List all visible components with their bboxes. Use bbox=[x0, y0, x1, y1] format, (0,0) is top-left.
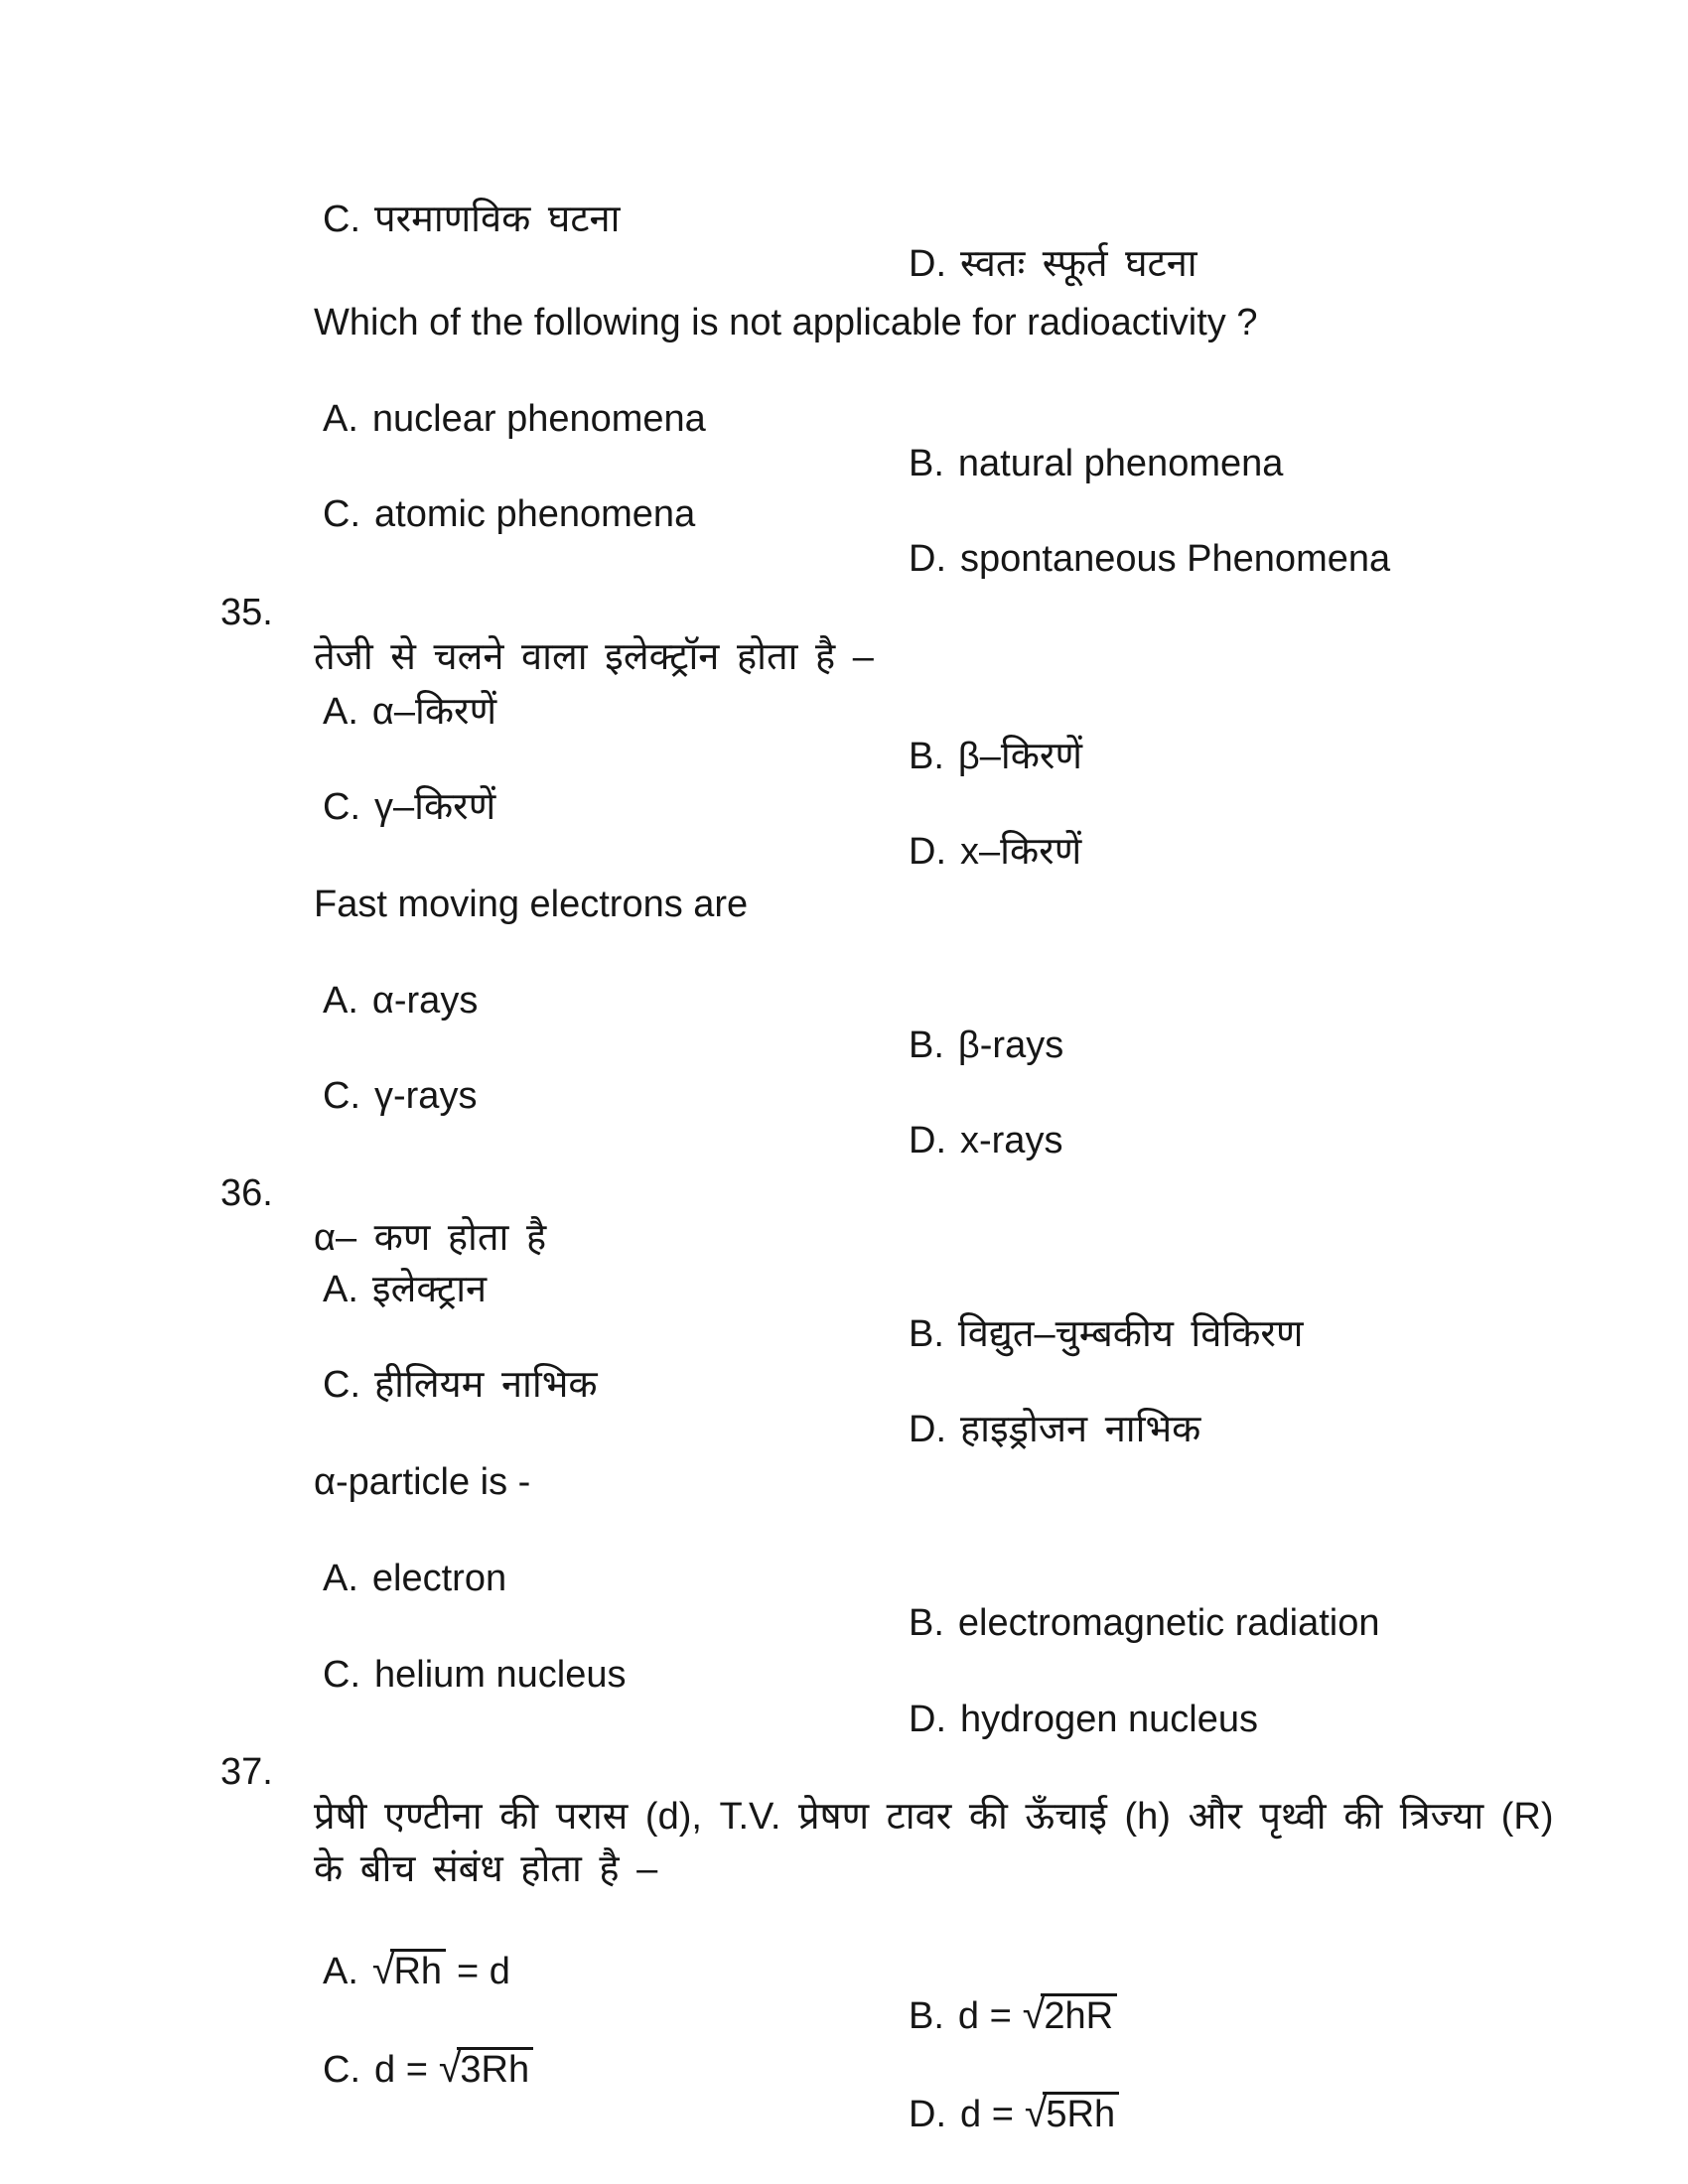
option-text: α–किरणें bbox=[371, 690, 497, 733]
question-36-english-options-row-1 bbox=[0, 1511, 1688, 1645]
option-c-english bbox=[323, 492, 695, 538]
question-37-hindi-stem-row-2 bbox=[0, 1802, 1688, 1890]
option-text: electromagnetic radiation bbox=[957, 1602, 1380, 1645]
option-label: D. bbox=[909, 243, 946, 286]
option-text: स्वतः स्फूर्त घटना bbox=[960, 243, 1197, 286]
option-label: C. bbox=[323, 198, 360, 240]
question-35-english-options-row-2 bbox=[0, 1028, 1688, 1162]
radical-sign-icon: √ bbox=[371, 1946, 395, 1992]
option-label: C. bbox=[323, 492, 360, 535]
formula-post: = d bbox=[457, 1950, 510, 1992]
option-label: A. bbox=[323, 690, 358, 733]
option-text: atomic phenomena bbox=[374, 492, 696, 535]
question-stem-english: α-particle is - bbox=[314, 1460, 531, 1503]
option-label: C. bbox=[323, 1074, 360, 1117]
square-root bbox=[438, 2044, 533, 2094]
option-text: hydrogen nucleus bbox=[960, 1699, 1258, 1741]
prev-question-english-options-row-2 bbox=[0, 447, 1688, 581]
option-label: B. bbox=[909, 1313, 944, 1356]
option-c-english bbox=[323, 1074, 477, 1120]
option-text: इलेक्ट्रान bbox=[371, 1268, 488, 1310]
radicand: 2hR bbox=[1041, 1993, 1117, 2037]
option-label: C. bbox=[323, 1363, 360, 1406]
formula-pre: d = bbox=[960, 2094, 1014, 2136]
option-text: x-rays bbox=[960, 1120, 1063, 1162]
option-label: C. bbox=[323, 1653, 360, 1696]
option-text: β–किरणें bbox=[957, 736, 1082, 778]
question-stem-hindi: तेजी से चलने वाला इलेक्ट्रॉन होता है – bbox=[314, 636, 874, 679]
radicand: 3Rh bbox=[457, 2047, 533, 2091]
option-c-formula bbox=[323, 2044, 533, 2094]
prev-question-english-stem-row bbox=[0, 255, 1688, 343]
radicand: 5Rh bbox=[1043, 2092, 1119, 2135]
option-text: हीलियम नाभिक bbox=[374, 1363, 598, 1406]
question-number: 37. bbox=[220, 1750, 273, 1793]
option-label: D. bbox=[909, 538, 946, 581]
option-label: B. bbox=[909, 736, 944, 778]
option-label: B. bbox=[909, 1024, 944, 1067]
option-a-english bbox=[323, 1557, 506, 1602]
question-36-english-options-row-2 bbox=[0, 1607, 1688, 1741]
prev-question-english-options-row-1 bbox=[0, 351, 1688, 485]
option-label: A. bbox=[323, 1557, 358, 1599]
option-text: α-rays bbox=[371, 979, 479, 1022]
option-d-formula bbox=[909, 2092, 1119, 2138]
radicand: Rh bbox=[390, 1949, 446, 1992]
option-label: D. bbox=[909, 2094, 946, 2136]
option-a-english bbox=[323, 979, 478, 1024]
question-36-hindi-options-row-1 bbox=[0, 1222, 1688, 1356]
question-35-english-options-row-1 bbox=[0, 933, 1688, 1067]
option-label: D. bbox=[909, 1409, 946, 1451]
question-36-hindi-options-row-2 bbox=[0, 1317, 1688, 1451]
question-37-hindi-stem-row-1 bbox=[0, 1705, 1688, 1839]
formula-pre: d = bbox=[957, 1995, 1012, 2038]
option-text: natural phenomena bbox=[957, 443, 1284, 485]
question-number: 36. bbox=[220, 1171, 273, 1214]
radical-sign-icon: √ bbox=[1022, 1991, 1046, 2038]
question-stem-hindi: α– कण होता है bbox=[314, 1217, 547, 1260]
option-text: विद्युत–चुम्बकीय विकिरण bbox=[957, 1313, 1304, 1356]
option-text: helium nucleus bbox=[374, 1653, 627, 1696]
option-text: electron bbox=[371, 1557, 507, 1599]
option-text: γ-rays bbox=[374, 1074, 478, 1117]
option-label: A. bbox=[323, 397, 358, 440]
question-37-formula-options-row-2 bbox=[0, 2001, 1688, 2136]
option-a-english bbox=[323, 397, 706, 443]
option-text: spontaneous Phenomena bbox=[960, 538, 1391, 581]
option-a-formula bbox=[323, 1946, 510, 1995]
option-text: x–किरणें bbox=[960, 831, 1082, 874]
option-text: β-rays bbox=[957, 1024, 1064, 1067]
option-label: A. bbox=[323, 979, 358, 1022]
option-c-hindi bbox=[323, 1363, 598, 1409]
option-label: B. bbox=[909, 1995, 944, 2038]
formula-pre: d = bbox=[374, 2048, 428, 2091]
option-label: C. bbox=[323, 785, 360, 828]
radical-sign-icon: √ bbox=[438, 2044, 462, 2091]
square-root bbox=[371, 1946, 446, 1995]
option-text: हाइड्रोजन नाभिक bbox=[960, 1409, 1201, 1451]
option-label: A. bbox=[323, 1950, 358, 1992]
option-text: परमाणविक घटना bbox=[374, 198, 621, 240]
question-35-hindi-options-row-1 bbox=[0, 644, 1688, 778]
option-label: A. bbox=[323, 1268, 358, 1310]
question-35-hindi-options-row-2 bbox=[0, 740, 1688, 874]
question-36-hindi-stem-row bbox=[0, 1126, 1688, 1260]
question-36-english-stem-row bbox=[0, 1415, 1688, 1503]
option-label: D. bbox=[909, 1699, 946, 1741]
option-text: γ–किरणें bbox=[374, 785, 496, 828]
option-c-hindi bbox=[323, 785, 495, 831]
question-35-hindi-stem-row bbox=[0, 545, 1688, 679]
option-label: D. bbox=[909, 1120, 946, 1162]
question-stem-english: Fast moving electrons are bbox=[314, 883, 749, 925]
option-label: B. bbox=[909, 1602, 944, 1645]
option-text: nuclear phenomena bbox=[371, 397, 706, 440]
prev-question-hindi-options-row bbox=[0, 152, 1688, 286]
question-stem-hindi-line2: के बीच संबंध होता है – bbox=[314, 1847, 658, 1890]
question-stem-english: Which of the following is not applicable for radioactivity ? bbox=[314, 301, 1258, 343]
question-35-english-stem-row bbox=[0, 837, 1688, 925]
option-c-english bbox=[323, 1653, 626, 1699]
option-label: D. bbox=[909, 831, 946, 874]
question-stem-hindi-line1: प्रेषी एण्टीना की परास (d), T.V. प्रेषण टावर की ऊँचाई (h) और पृथ्वी की त्रिज्या (R) bbox=[314, 1796, 1554, 1839]
question-number: 35. bbox=[220, 591, 273, 633]
question-37-formula-options-row-1 bbox=[0, 1903, 1688, 2038]
option-a-hindi bbox=[323, 690, 496, 736]
square-root bbox=[1025, 2092, 1119, 2138]
radical-sign-icon: √ bbox=[1024, 2090, 1048, 2136]
option-label: B. bbox=[909, 443, 944, 485]
option-label: C. bbox=[323, 2048, 360, 2091]
option-c-hindi bbox=[323, 198, 620, 243]
option-a-hindi bbox=[323, 1268, 487, 1313]
